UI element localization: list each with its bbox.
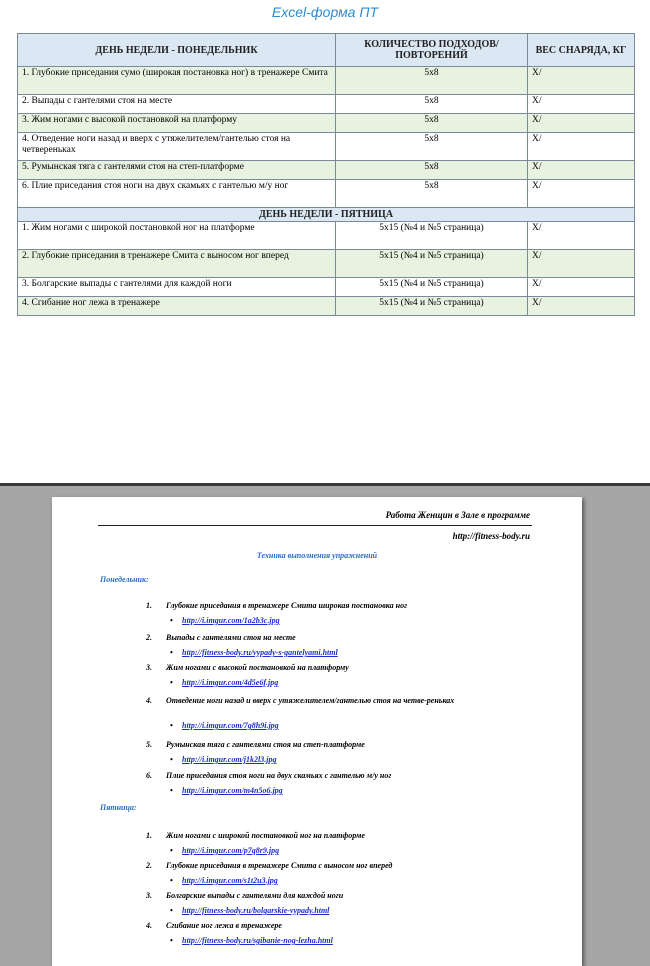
sets-reps-cell: 5х8	[336, 114, 528, 133]
exercise-link[interactable]	[170, 616, 280, 625]
weight-cell: Х/	[528, 278, 635, 297]
list-item	[146, 861, 392, 870]
header-weight: ВЕС СНАРЯДА, КГ	[528, 34, 635, 67]
bullet-icon: •	[170, 876, 173, 885]
doc-header-url: http://fitness-body.ru	[452, 531, 530, 541]
table-header-row	[18, 34, 635, 67]
exercise-name-cell: 1. Жим ногами с широкой постановкой ног на платформе	[18, 222, 336, 250]
doc-header-text: Работа Женщин в Зале в программе	[385, 510, 530, 520]
sheet-title: Excel-форма ПТ	[271, 4, 379, 20]
document-page	[52, 497, 582, 966]
list-item	[146, 601, 407, 610]
weight-cell: Х/	[528, 297, 635, 316]
bullet-icon: •	[170, 786, 173, 795]
item-number: 6.	[146, 771, 152, 780]
sets-reps-cell: 5х8	[336, 161, 528, 180]
link-text[interactable]: http://i.imgur.com/4d5e6f.jpg	[182, 678, 279, 687]
item-text: Румынская тяга с гантелями стоя на степ-платформе	[166, 740, 365, 749]
exercise-link[interactable]	[170, 786, 283, 795]
exercise-name-cell: 3. Болгарские выпады с гантелями для каждой ноги	[18, 278, 336, 297]
item-number: 3.	[146, 663, 152, 672]
weight-cell: Х/	[528, 95, 635, 114]
list-item	[146, 663, 349, 672]
item-text: Глубокие приседания в тренажере Смита с выносом ног вперед	[166, 861, 393, 870]
sets-reps-cell: 5х15 (№4 и №5 страница)	[336, 297, 528, 316]
item-number: 2.	[146, 861, 152, 870]
item-number: 4.	[146, 696, 152, 705]
exercise-link[interactable]	[170, 678, 278, 687]
bullet-icon: •	[170, 846, 173, 855]
exercise-link[interactable]	[170, 648, 338, 657]
exercise-name-cell: 6. Плие приседания стоя ноги на двух скамьях с гантелью м/у ног	[18, 180, 336, 208]
link-text[interactable]: http://i.imgur.com/7g8h9i.jpg	[182, 721, 279, 730]
item-number: 5.	[146, 740, 152, 749]
link-text[interactable]: http://i.imgur.com/j1k2l3.jpg	[182, 755, 277, 764]
item-text: Сгибание ног лежа в тренажере	[166, 921, 282, 930]
sets-reps-cell: 5х15 (№4 и №5 страница)	[336, 250, 528, 278]
link-text[interactable]: http://i.imgur.com/1a2b3c.jpg	[182, 616, 280, 625]
day-label-friday: Пятница:	[100, 803, 137, 812]
item-number: 3.	[146, 891, 152, 900]
training-plan-table	[17, 33, 635, 316]
bullet-icon: •	[170, 721, 173, 730]
bullet-icon: •	[170, 616, 173, 625]
exercise-name-cell: 4. Отведение ноги назад и вверх с утяжелителем/гантелью стоя на четвереньках	[18, 133, 336, 161]
section-row	[18, 208, 635, 222]
link-text[interactable]: http://i.imgur.com/p7q8r9.jpg	[182, 846, 280, 855]
list-item	[146, 695, 486, 706]
bullet-icon: •	[170, 906, 173, 915]
item-number: 1.	[146, 831, 152, 840]
list-item	[146, 740, 365, 749]
weight-cell: Х/	[528, 222, 635, 250]
exercise-name-cell: 1. Глубокие приседания сумо (широкая постановка ног) в тренажере Смита	[18, 67, 336, 95]
weight-cell: Х/	[528, 67, 635, 95]
exercise-link[interactable]	[170, 876, 278, 885]
exercise-name-cell: 4. Сгибание ног лежа в тренажере	[18, 297, 336, 316]
table-row	[18, 222, 635, 250]
link-text[interactable]: http://fitness-body.ru/vypady-s-gantelyami.html	[182, 648, 338, 657]
bullet-icon: •	[170, 936, 173, 945]
exercise-name-cell: 2. Глубокие приседания в тренажере Смита с выносом ног вперед	[18, 250, 336, 278]
header-day: ДЕНЬ НЕДЕЛИ - ПОНЕДЕЛЬНИК	[18, 34, 336, 67]
item-text: Отведение ноги назад и вверх с утяжелителем/гантелью стоя на четве-реньках	[166, 696, 455, 705]
link-text[interactable]: http://i.imgur.com/m4n5o6.jpg	[182, 786, 283, 795]
item-text: Глубокие приседания в тренажере Смита широкая постановка ног	[166, 601, 408, 610]
item-text: Жим ногами с высокой постановкой на платформу	[166, 663, 349, 672]
item-text: Болгарские выпады с гантелями для каждой ноги	[166, 891, 344, 900]
table-row	[18, 297, 635, 316]
table-row	[18, 133, 635, 161]
table-row	[18, 180, 635, 208]
item-number: 4.	[146, 921, 152, 930]
list-item	[146, 771, 391, 780]
weight-cell: Х/	[528, 180, 635, 208]
weight-cell: Х/	[528, 250, 635, 278]
item-text: Выпады с гантелями стоя на месте	[166, 633, 296, 642]
sets-reps-cell: 5х8	[336, 180, 528, 208]
list-item	[146, 633, 296, 642]
item-text: Плие приседания стоя ноги на двух скамьях с гантелью м/у ног	[166, 771, 392, 780]
table-row	[18, 95, 635, 114]
header-sets-reps: КОЛИЧЕСТВО ПОДХОДОВ/ПОВТОРЕНИЙ	[336, 34, 528, 67]
exercise-link[interactable]	[170, 721, 279, 730]
exercise-link[interactable]	[170, 755, 276, 764]
table-row	[18, 250, 635, 278]
list-item	[146, 891, 343, 900]
weight-cell: Х/	[528, 133, 635, 161]
exercise-name-cell: 5. Румынская тяга с гантелями стоя на степ-платформе	[18, 161, 336, 180]
exercise-link[interactable]	[170, 906, 329, 915]
link-text[interactable]: http://fitness-body.ru/bolgarskie-vypady.html	[182, 906, 330, 915]
exercise-link[interactable]	[170, 936, 333, 945]
sets-reps-cell: 5х15 (№4 и №5 страница)	[336, 222, 528, 250]
bullet-icon: •	[170, 648, 173, 657]
header-rule	[98, 525, 532, 526]
sets-reps-cell: 5х8	[336, 95, 528, 114]
section-header-friday: ДЕНЬ НЕДЕЛИ - ПЯТНИЦА	[18, 208, 635, 222]
weight-cell: Х/	[528, 161, 635, 180]
bullet-icon: •	[170, 678, 173, 687]
doc-title: Техника выполнения упражнений	[256, 551, 378, 560]
sets-reps-cell: 5х8	[336, 133, 528, 161]
exercise-name-cell: 2. Выпады с гантелями стоя на месте	[18, 95, 336, 114]
day-label-monday: Понедельник:	[100, 575, 149, 584]
sets-reps-cell: 5х8	[336, 67, 528, 95]
weight-cell: Х/	[528, 114, 635, 133]
table-row	[18, 114, 635, 133]
item-text: Жим ногами с широкой постановкой ног на платформе	[166, 831, 365, 840]
exercise-name-cell: 3. Жим ногами с высокой постановкой на платформу	[18, 114, 336, 133]
table-row	[18, 67, 635, 95]
exercise-link[interactable]	[170, 846, 279, 855]
link-text[interactable]: http://i.imgur.com/s1t2u3.jpg	[182, 876, 278, 885]
sets-reps-cell: 5х15 (№4 и №5 страница)	[336, 278, 528, 297]
link-text[interactable]: http://fitness-body.ru/sgibanie-nog-lezha.html	[182, 936, 333, 945]
list-item	[146, 831, 365, 840]
bullet-icon: •	[170, 755, 173, 764]
table-row	[18, 278, 635, 297]
list-item	[146, 921, 282, 930]
table-row	[18, 161, 635, 180]
item-number: 2.	[146, 633, 152, 642]
item-number: 1.	[146, 601, 152, 610]
